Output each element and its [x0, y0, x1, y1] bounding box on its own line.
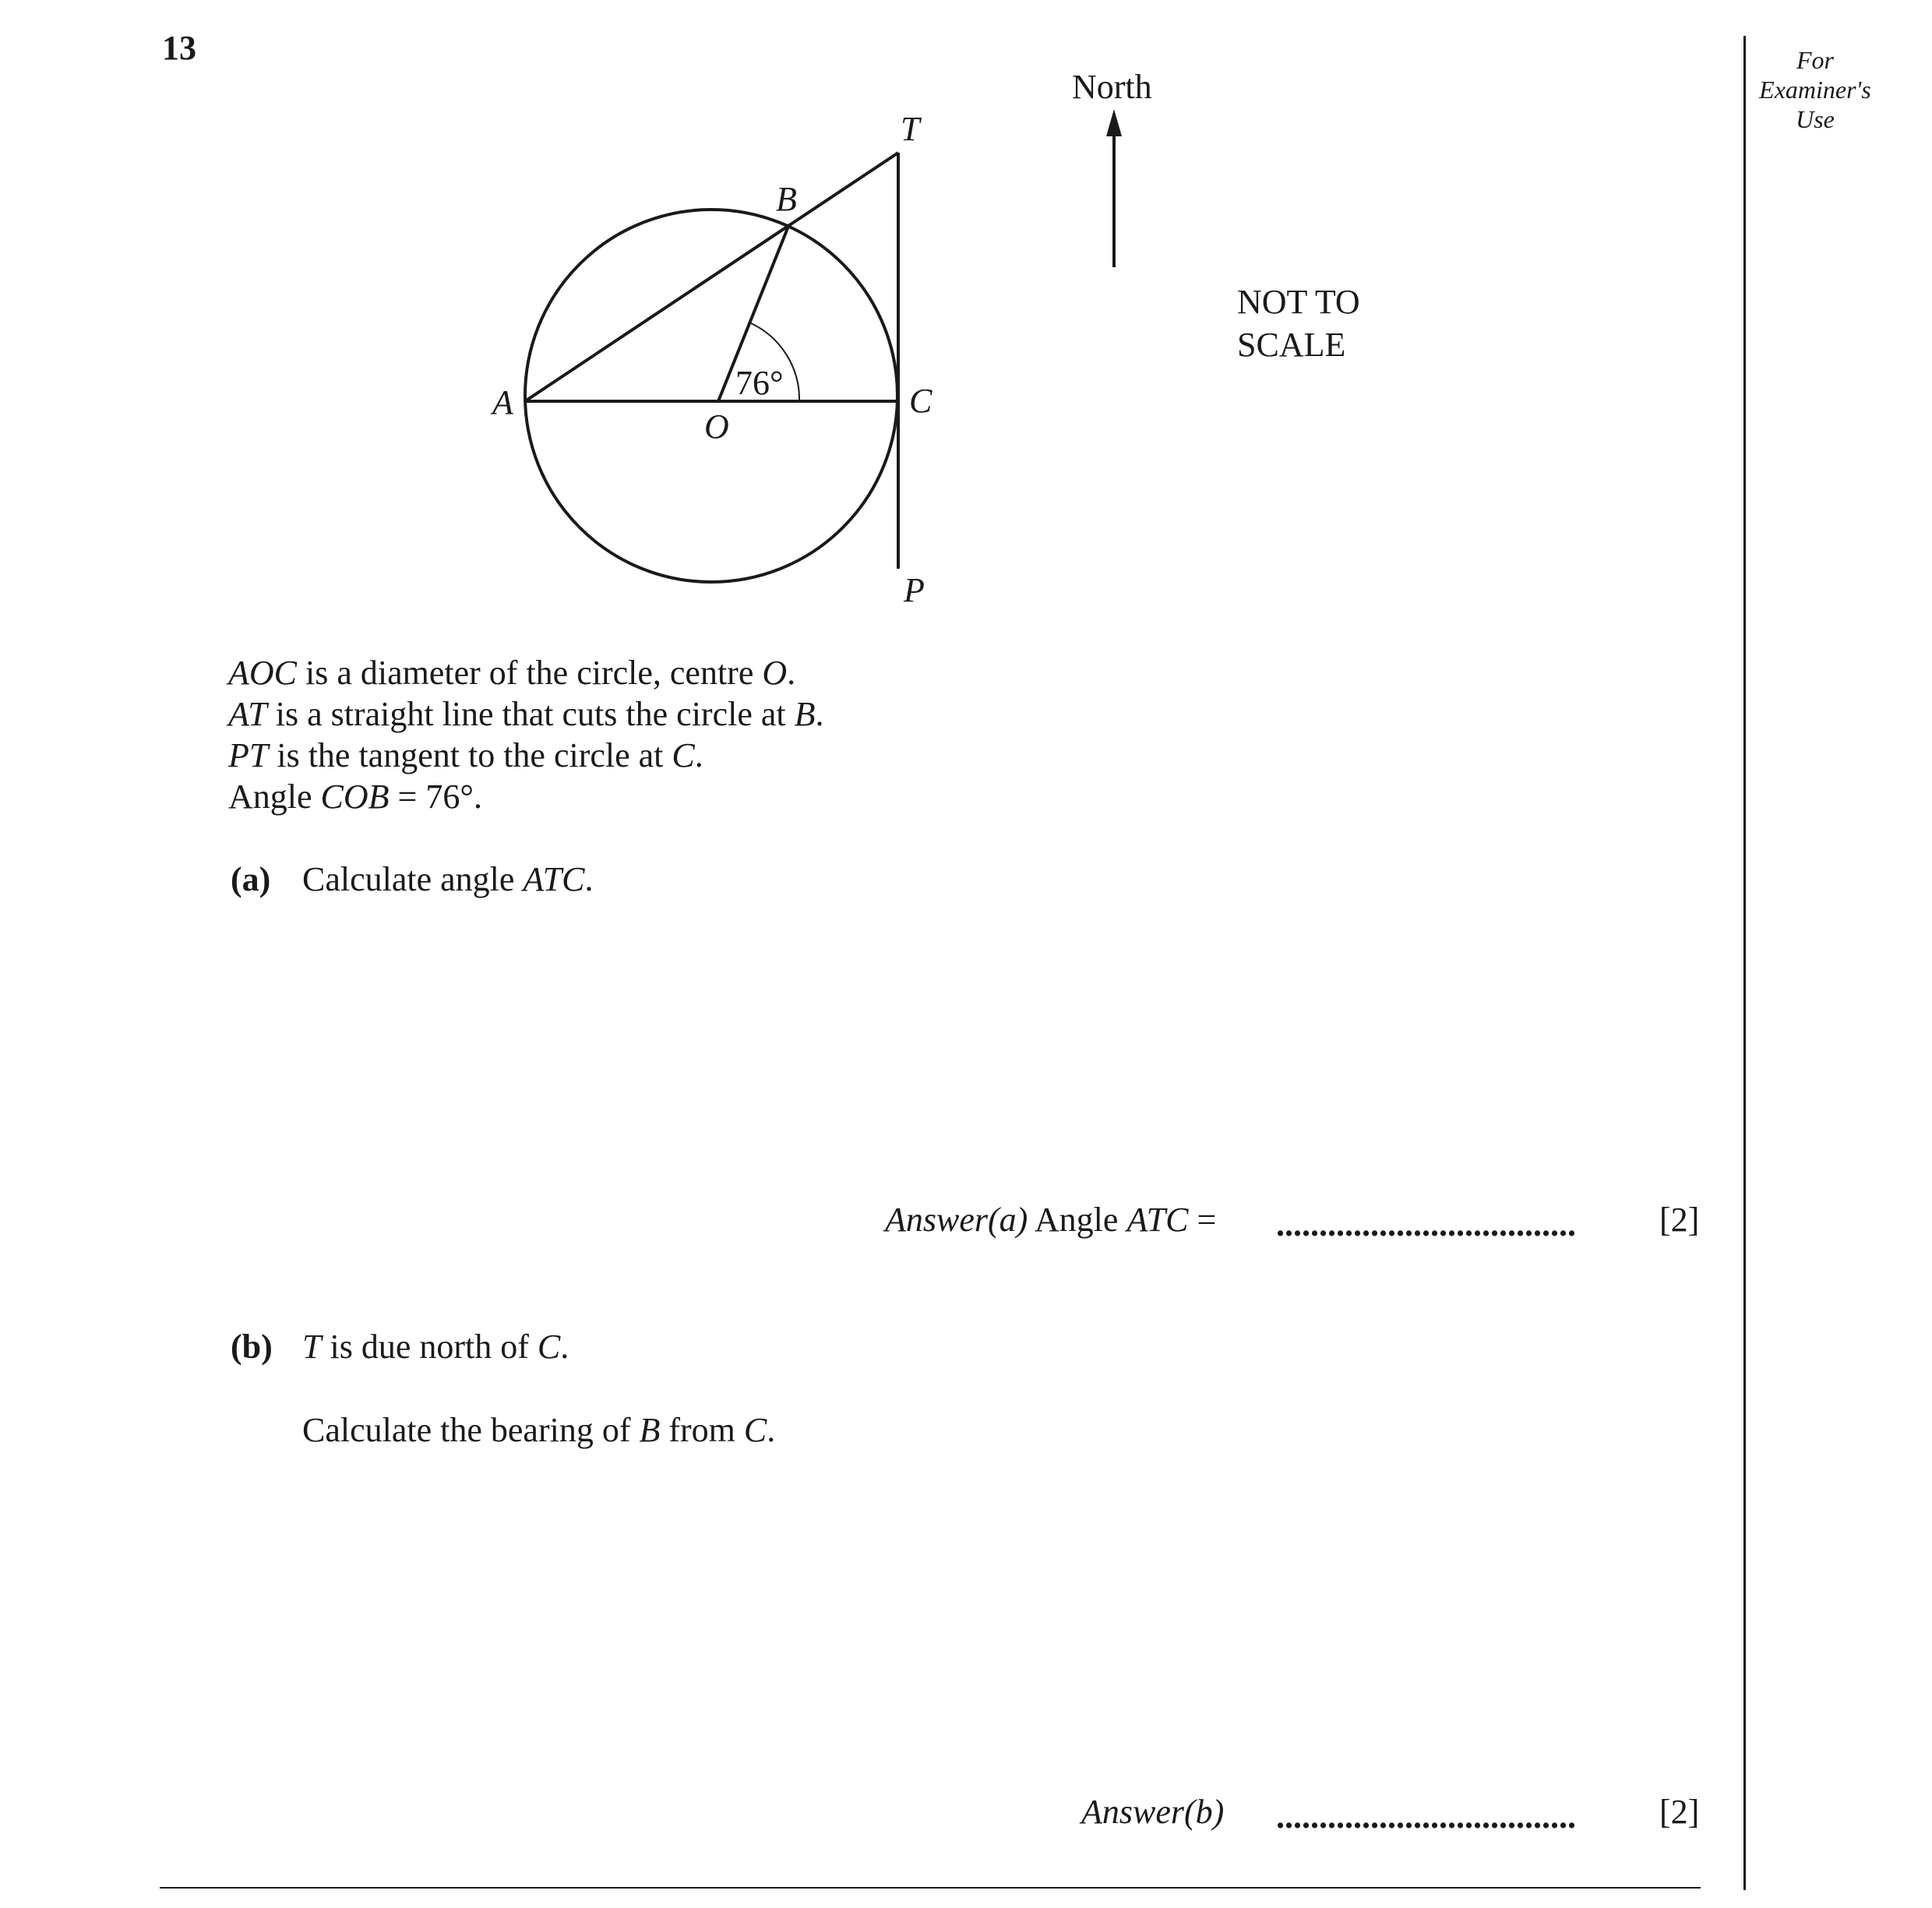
part-a-answer-label — [885, 1200, 1216, 1240]
label-p: P — [904, 571, 925, 609]
text-run: B — [794, 695, 816, 733]
text-run: AOC — [228, 654, 297, 692]
text-run: C — [672, 736, 695, 774]
north-label: North — [1072, 68, 1152, 106]
text-run: AT — [228, 695, 267, 733]
text-run: B — [639, 1411, 661, 1449]
circle — [525, 210, 897, 582]
text-run: is the tangent to the circle at — [268, 736, 672, 774]
not-to-scale-line-2: SCALE — [1237, 326, 1346, 364]
part-b-question-2 — [302, 1410, 775, 1450]
text-run: Calculate angle — [302, 860, 524, 898]
examiner-line-1: For — [1796, 46, 1834, 74]
label-t: T — [901, 110, 920, 148]
text-run: . — [560, 1328, 569, 1366]
text-run: ATC — [1126, 1201, 1189, 1239]
label-o: O — [704, 407, 729, 446]
page-bottom-rule — [160, 1887, 1701, 1889]
not-to-scale-note — [1237, 280, 1360, 366]
text-run: Angle — [1028, 1201, 1127, 1239]
text-run: . — [694, 736, 703, 774]
not-to-scale-line-1: NOT TO — [1237, 283, 1360, 321]
text-run: Answer(a) — [885, 1201, 1028, 1239]
text-run: Answer(b) — [1081, 1793, 1225, 1831]
question-number: 13 — [162, 29, 196, 67]
statement-1 — [228, 653, 795, 693]
part-b-label: (b) — [231, 1328, 273, 1366]
text-run: Calculate the bearing of — [302, 1411, 640, 1449]
examiner-line-2: Examiner's — [1759, 76, 1871, 104]
part-a-question — [302, 859, 593, 899]
line-at — [525, 153, 898, 401]
text-run: Angle — [228, 778, 321, 816]
part-a-label: (a) — [231, 860, 271, 898]
text-run: . — [815, 695, 824, 733]
text-run: from — [660, 1411, 744, 1449]
text-run: . — [584, 860, 594, 898]
label-c: C — [909, 382, 933, 420]
label-b: B — [776, 180, 797, 218]
text-run: C — [537, 1328, 561, 1366]
text-run: . — [787, 654, 796, 692]
part-b-answer-line[interactable]: ................................... — [1276, 1797, 1576, 1836]
north-arrow-head — [1106, 109, 1122, 136]
text-run: PT — [228, 736, 269, 774]
text-run: O — [762, 654, 788, 692]
text-run: is due north of — [321, 1328, 538, 1366]
text-run: . — [767, 1411, 776, 1449]
statement-4 — [228, 777, 482, 816]
angle-label: 76° — [735, 364, 784, 402]
text-run: is a straight line that cuts the circle at — [266, 695, 795, 733]
part-b-answer-label — [1081, 1792, 1224, 1832]
examiner-line-3: Use — [1796, 105, 1835, 133]
statement-2 — [228, 694, 824, 734]
part-a-marks: [2] — [1659, 1201, 1700, 1239]
label-a: A — [492, 383, 513, 421]
part-b-marks: [2] — [1659, 1793, 1700, 1831]
part-b-question-1 — [302, 1327, 569, 1367]
circle-diagram — [0, 0, 1932, 623]
text-run: = 76°. — [389, 778, 482, 816]
text-run: ATC — [523, 860, 585, 898]
text-run: COB — [320, 778, 390, 816]
text-run: T — [302, 1328, 322, 1366]
text-run: is a diameter of the circle, centre — [297, 654, 763, 692]
part-a-answer-line[interactable]: ................................... — [1276, 1205, 1576, 1243]
statement-3 — [228, 735, 703, 775]
text-run: = — [1188, 1201, 1217, 1239]
text-run: C — [743, 1411, 767, 1449]
